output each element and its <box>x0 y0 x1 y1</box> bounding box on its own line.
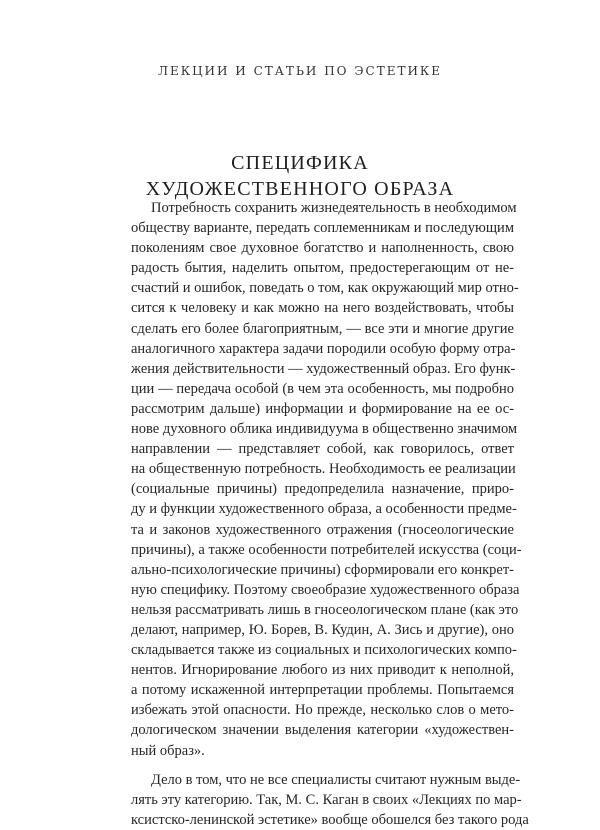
text-line: ции — передача особой (в чем эта особенность, мы подробно <box>131 380 514 397</box>
text-line: складывается также из социальных и психологических компо- <box>131 642 517 659</box>
text-line: рассмотрим дальше) информации и формирование на ее ос- <box>131 400 514 417</box>
text-line: сится к человеку и как можно на него воздействовать, чтобы <box>131 300 514 317</box>
text-line: жения действительности — художественный образ. Его функ- <box>131 360 516 377</box>
text-line: направлении — представляет собой, как говорилось, ответ <box>131 441 514 458</box>
text-line: лять эту категорию. Так, М. С. Каган в своих «Лекциях по мар- <box>131 791 522 808</box>
text-line: поколениям свое духовное богатство и наполненность, свою <box>131 240 514 257</box>
text-line: на общественную потребность. Необходимость ее реализации <box>131 461 516 478</box>
text-line: ксистско-ленинской эстетике» вообще обошелся без такого рода <box>131 811 529 828</box>
body-text <box>131 198 529 830</box>
text-line: ально-психологические причины) сформировали его конкрет- <box>131 561 514 578</box>
paragraph-1 <box>131 198 522 761</box>
text-line: нентов. Игнорирование любого из них приводит к неполной, <box>131 662 514 679</box>
chapter-title <box>0 150 600 202</box>
text-line: делают, например, Ю. Борев, В. Кудин, А. Зись и другие), оно <box>131 621 514 638</box>
text-line: причины), а также особенности потребителей искусства (соци- <box>131 541 522 558</box>
text-line: нове духовного облика индивидуума в общественно значимом <box>131 421 518 438</box>
text-line: Потребность сохранить жизнедеятельность в необходимом <box>151 200 517 216</box>
text-line: ный образ». <box>131 742 205 759</box>
text-line: дологическом значении выделения категории «художествен- <box>131 722 514 739</box>
text-line: Дело в том, что не все специалисты считают нужным выде- <box>151 771 521 788</box>
text-line: ную специфику. Поэтому своеобразие художественного образа <box>131 581 520 598</box>
chapter-title-line-2: ХУДОЖЕСТВЕННОГО ОБРАЗА <box>145 178 455 200</box>
text-line: (социальные причины) предопределила назначение, приро- <box>131 481 514 498</box>
text-line: а потому искаженной интерпретации проблемы. Попытаемся <box>131 682 514 699</box>
text-line: сделать его более благоприятным, — все эти и многие другие <box>131 320 514 337</box>
text-line: аналогичного характера задачи породили особую форму отра- <box>131 340 516 357</box>
text-line: нельзя рассматривать лишь в гносеологическом плане (как это <box>131 601 519 618</box>
running-header: ЛЕКЦИИ И СТАТЬИ ПО ЭСТЕТИКЕ <box>158 64 442 78</box>
paragraph-2 <box>131 770 529 830</box>
text-line: обществу варианте, передать соплеменникам и последующим <box>131 220 514 237</box>
text-line: радость бытия, наделить опытом, предостерегающим от не- <box>131 260 514 277</box>
text-line: та и законов художественного отражения (гносеологические <box>131 521 514 538</box>
paragraph-gap <box>131 761 514 770</box>
text-line: ду и функции художественного образа, а особенности предме- <box>131 501 517 518</box>
chapter-title-line-1: СПЕЦИФИКА <box>231 152 369 174</box>
text-line: счастий и ошибок, поведать о том, как окружающий мир отно- <box>131 280 519 297</box>
text-line: избежать этой опасности. Но прежде, несколько слов о мето- <box>131 702 514 719</box>
